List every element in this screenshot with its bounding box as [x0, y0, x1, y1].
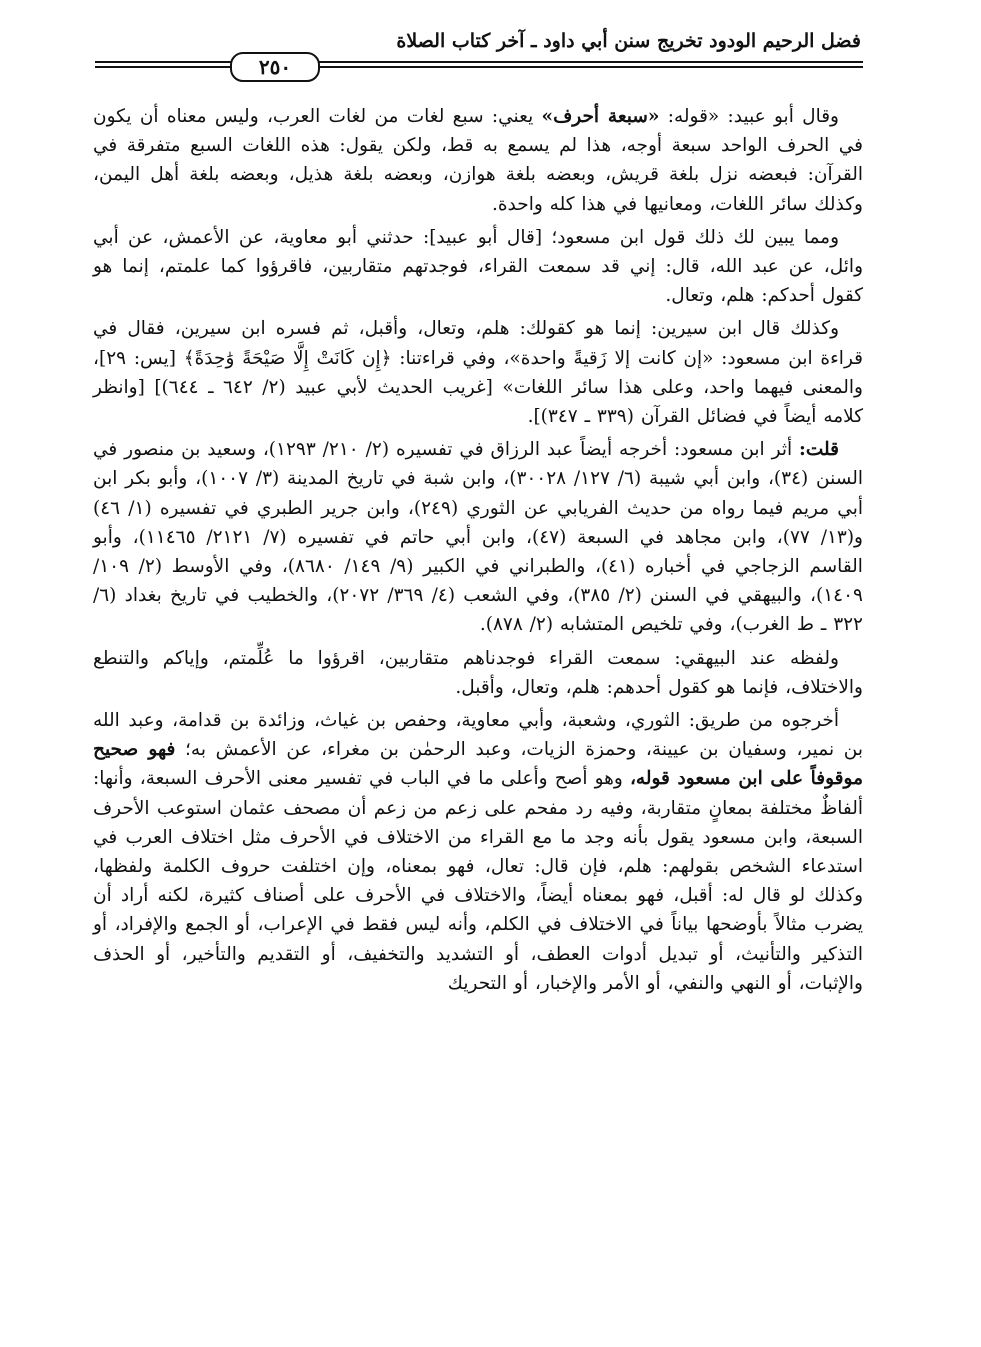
header-rule	[95, 61, 863, 63]
paragraph: وقال أبو عبيد: «قوله: «سبعة أحرف» يعني: سبع لغات من لغات العرب، وليس معناه أن يكون في الحرف الواحد سبعة أوجه، هذا لم يسمع به قط، ولكن يقول: هذه اللغات السبع متفرقة في القرآن: فبعضه نزل بلغة قريش، وبعضه بلغة هوازن، وبعضه بلغة هذيل، وبعضه بلغة أهل اليمن، وكذلك سائر اللغات، ومعانيها في هذا كله واحدة.	[93, 106, 863, 215]
paragraph: وكذلك قال ابن سيرين: إنما هو كقولك: هلم، وتعال، وأقبل، ثم فسره ابن سيرين، فقال في قراءة ابن مسعود: «إن كانت إلا زَقيةً واحدة»، وفي قراءتنا: ﴿إِن كَانَتْ إِلَّا صَيْحَةً وَٰحِدَةً﴾ [يس: ٢٩]، والمعنى فيهما واحد، وعلى هذا سائر اللغات» [غريب الحديث لأبي عبيد (٢/ ٦٤٢ ـ ٦٤٤)] [وانظر كلامه أيضاً في فضائل القرآن (٣٣٩ ـ ٣٤٧)].	[93, 318, 863, 428]
header-rule	[95, 66, 863, 68]
running-header-title: فضل الرحيم الودود تخريج سنن أبي داود ـ آخر كتاب الصلاة	[396, 30, 861, 52]
paragraph: أخرجوه من طريق: الثوري، وشعبة، وأبي معاوية، وحفص بن غياث، وزائدة بن قدامة، وعبد الله بن نمير، وسفيان بن عيينة، وحمزة الزيات، وعبد الرحمٰن بن مغراء، عن الأعمش به؛ فهو صحيح موقوفاً على ابن مسعود قوله، وهو أصح وأعلى ما في الباب في تفسير معنى الأحرف السبعة، وأنها: ألفاظٌ مختلفة بمعانٍ متقاربة، وفيه رد مفحم على زعم من زعم أن مصحف عثمان استوعب الأحرف السبعة، وابن مسعود يقول بأنه وجد ما مع القراء من الاختلاف في الأحرف مثل اختلاف العرب في استدعاء الشخص بقولهم: هلم، فإن قال: تعال، فهو بمعناه، وإن اختلفت حروف الكلمة ولفظها، وكذلك لو قال له: أقبل، فهو بمعناه أيضاً، والاختلاف في الأحرف على أصناف كثيرة، لكنه أراد أن يضرب مثالاً بأوضحها بياناً في الاختلاف في الكلم، وأنه ليس فقط في الإعراب، أو الجمع والإفراد، أو التذكير والتأنيث، أو تبديل أدوات العطف، أو التشديد والتخفيف، أو التقديم والتأخير، أو الحذف والإثبات، أو النهي والنفي، أو الأمر والإخبار، أو التحريك	[93, 710, 864, 994]
paragraph: ومما يبين لك ذلك قول ابن مسعود؛ [قال أبو عبيد]: حدثني أبو معاوية، عن الأعمش، عن أبي وائل، عن عبد الله، قال: إني قد سمعت القراء، فوجدتهم متقاربين، فاقرؤوا كما علمتم، إنما هو كقول أحدكم: هلم، وتعال.	[93, 226, 863, 307]
paragraph: ولفظه عند البيهقي: سمعت القراء فوجدناهم متقاربين، اقرؤوا ما عُلِّمتم، وإياكم والتنطع والاختلاف، فإنما هو كقول أحدهم: هلم، وتعال، وأقبل.	[93, 647, 863, 698]
page-body	[93, 102, 863, 1002]
paragraph: قلت: أثر ابن مسعود: أخرجه أيضاً عبد الرزاق في تفسيره (٢/ ٢١٠/ ١٢٩٣)، وسعيد بن منصور في السنن (٣٤)، وابن أبي شيبة (٦/ ١٢٧/ ٣٠٠٢٨)، وابن شبة في تاريخ المدينة (٣/ ١٠٠٧)، وأبو بكر ابن أبي مريم فيما رواه من حديث الفريابي عن الثوري (٢٤٩)، وابن جرير الطبري في تفسيره (١/ ٤٦) و(١٣/ ٧٧)، وابن مجاهد في السبعة (٤٧)، وابن أبي حاتم في تفسيره (٧/ ٢١٢١/ ١١٤٦٥)، وأبو القاسم الزجاجي في أخباره (٤١)، والطبراني في الكبير (٩/ ١٤٩/ ٨٦٨٠)، وفي الأوسط (٢/ ١٠٩/ ١٤٠٩)، والبيهقي في السنن (٢/ ٣٨٥)، وفي الشعب (٤/ ٣٦٩/ ٢٠٧٢)، والخطيب في تاريخ بغداد (٦/ ٣٢٢ ـ ط الغرب)، وفي تلخيص المتشابه (٢/ ٨٧٨).	[93, 439, 863, 636]
page-number-badge: ٢٥٠	[230, 52, 320, 82]
